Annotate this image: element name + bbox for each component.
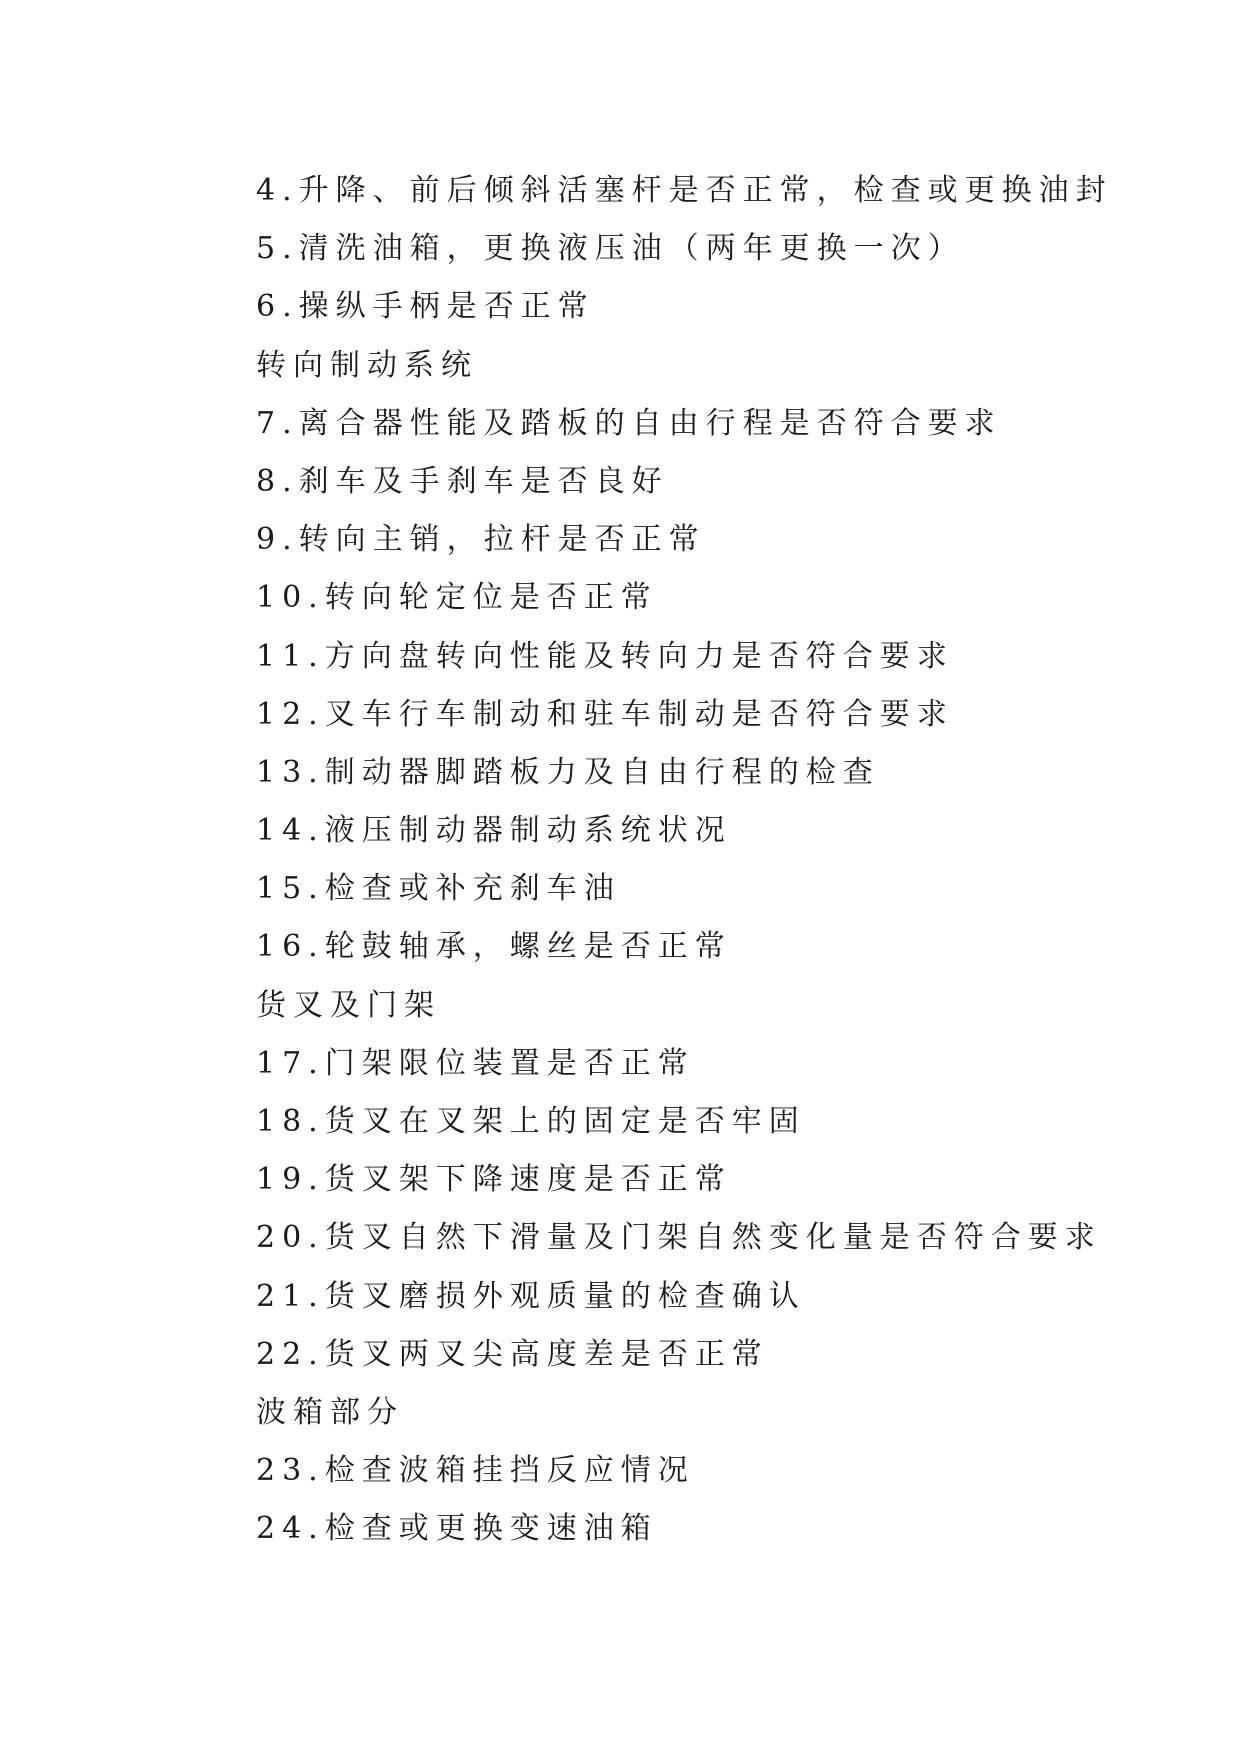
checklist-item: 12.叉车行车制动和驻车制动是否符合要求 — [256, 696, 954, 732]
checklist-item: 19.货叉架下降速度是否正常 — [256, 1162, 732, 1198]
checklist-item: 7.离合器性能及踏板的自由行程是否符合要求 — [256, 405, 1002, 441]
checklist-item: 8.刹车及手刹车是否良好 — [256, 463, 669, 499]
checklist-item: 5.清洗油箱，更换液压油（两年更换一次） — [256, 231, 965, 267]
checklist-item: 9.转向主销，拉杆是否正常 — [256, 522, 706, 558]
checklist-item: 18.货叉在叉架上的固定是否牢固 — [256, 1104, 806, 1139]
checklist-item: 13.制动器脚踏板力及自由行程的检查 — [256, 754, 880, 790]
checklist-item: 20.货叉自然下滑量及门架自然变化量是否符合要求 — [256, 1220, 1102, 1256]
checklist-item: 22.货叉两叉尖高度差是否正常 — [256, 1336, 769, 1372]
checklist-item: 11.方向盘转向性能及转向力是否符合要求 — [256, 638, 954, 674]
checklist-item: 23.检查波箱挂挡反应情况 — [256, 1453, 695, 1489]
section-heading: 转向制动系统 — [256, 347, 478, 383]
checklist-item: 15.检查或补充刹车油 — [256, 871, 621, 907]
checklist-body — [256, 162, 1156, 1559]
checklist-item: 4.升降、前后倾斜活塞杆是否正常，检查或更换油封 — [256, 173, 1113, 208]
checklist-item: 6.操纵手柄是否正常 — [256, 289, 595, 325]
checklist-item: 17.门架限位装置是否正常 — [256, 1045, 695, 1081]
checklist-item: 21.货叉磨损外观质量的检查确认 — [256, 1278, 806, 1314]
section-heading: 波箱部分 — [256, 1394, 404, 1430]
checklist-item: 14.液压制动器制动系统状况 — [256, 813, 732, 849]
checklist-item: 24.检查或更换变速油箱 — [256, 1511, 658, 1547]
checklist-item: 10.转向轮定位是否正常 — [256, 580, 658, 616]
checklist-item: 16.轮鼓轴承，螺丝是否正常 — [256, 929, 732, 965]
section-heading: 货叉及门架 — [256, 987, 441, 1023]
